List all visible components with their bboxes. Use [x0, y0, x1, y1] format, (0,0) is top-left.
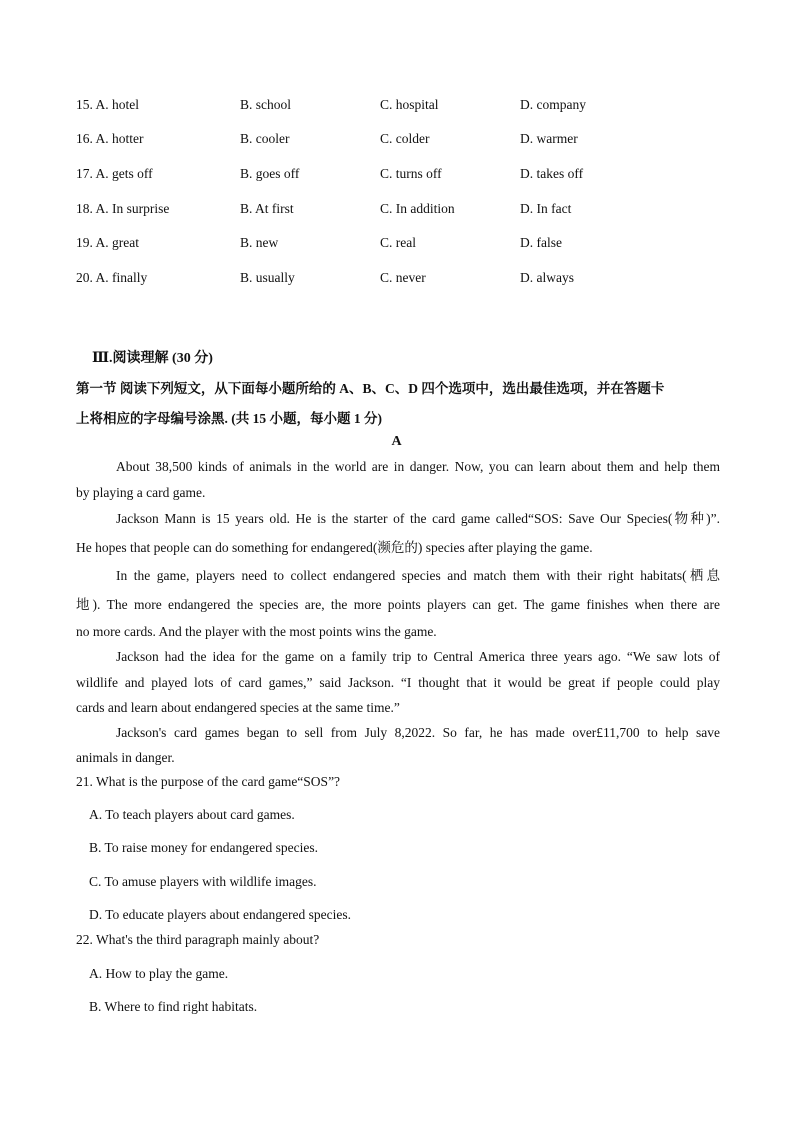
question-option: B. Where to find right habitats.	[89, 999, 258, 1014]
passage-line: He hopes that people can do something for endangered(濒危的) species after playing the game.	[76, 540, 593, 555]
option-d: D. takes off	[520, 166, 584, 181]
question-stem: 22. What's the third paragraph mainly about?	[76, 932, 320, 947]
question-option: D. To educate players about endangered species.	[89, 907, 351, 922]
question-option: A. How to play the game.	[89, 966, 229, 981]
option-a: 18. A. In surprise	[76, 201, 170, 216]
instruction-line-1: 第一节 阅读下列短文，从下面每小题所给的 A、B、C、D 四个选项中，选出最佳选项，并在答题卡	[76, 381, 665, 396]
option-d: D. In fact	[520, 201, 572, 216]
passage-line: Jackson had the idea for the game on a family trip to Central America three years ago. “We saw lots of	[116, 649, 720, 664]
passage-line: About 38,500 kinds of animals in the world are in danger. Now, you can learn about them and help them	[116, 459, 720, 474]
question-option: A. To teach players about card games.	[89, 807, 295, 822]
option-row-20	[76, 270, 736, 290]
option-c: C. never	[380, 270, 426, 285]
option-b: B. At first	[240, 201, 294, 216]
option-row-15	[76, 97, 736, 117]
option-row-18	[76, 201, 736, 221]
section-title: Ⅲ.阅读理解 (30 分)	[92, 351, 213, 366]
option-d: D. false	[520, 235, 562, 250]
option-b: B. cooler	[240, 131, 290, 146]
option-d: D. warmer	[520, 131, 578, 146]
option-a: 20. A. finally	[76, 270, 148, 285]
option-b: B. school	[240, 97, 292, 112]
instruction-line-2: 上将相应的字母编号涂黑. (共 15 小题，每小题 1 分)	[76, 411, 382, 426]
option-a: 19. A. great	[76, 235, 139, 250]
passage-line: by playing a card game.	[76, 485, 206, 500]
option-b: B. new	[240, 235, 279, 250]
passage-line: Jackson Mann is 15 years old. He is the starter of the card game called“SOS: Save Our Species(物种)”.	[116, 511, 720, 526]
option-row-16	[76, 131, 736, 151]
passage-label: A	[391, 434, 402, 449]
question-stem: 21. What is the purpose of the card game“SOS”?	[76, 774, 341, 789]
passage-line: 地). The more endangered the species are, the more points players can get. The game finishes when there are	[76, 597, 720, 612]
option-d: D. company	[520, 97, 586, 112]
option-c: C. colder	[380, 131, 430, 146]
option-c: C. hospital	[380, 97, 439, 112]
option-a: 15. A. hotel	[76, 97, 139, 112]
option-c: C. turns off	[380, 166, 442, 181]
passage-line: wildlife and played lots of card games,” said Jackson. “I thought that it would be great if people could play	[76, 675, 720, 690]
option-b: B. usually	[240, 270, 295, 285]
question-option: B. To raise money for endangered species.	[89, 840, 318, 855]
option-row-19	[76, 235, 736, 255]
passage-line: In the game, players need to collect endangered species and match them with their right habitats(栖息	[116, 568, 720, 583]
option-row-17	[76, 166, 736, 186]
option-a: 17. A. gets off	[76, 166, 153, 181]
passage-line: Jackson's card games began to sell from July 8,2022. So far, he has made over£11,700 to help save	[116, 725, 720, 740]
passage-line: animals in danger.	[76, 750, 175, 765]
option-c: C. real	[380, 235, 416, 250]
option-d: D. always	[520, 270, 574, 285]
option-c: C. In addition	[380, 201, 455, 216]
passage-line: no more cards. And the player with the most points wins the game.	[76, 624, 437, 639]
question-option: C. To amuse players with wildlife images.	[89, 874, 317, 889]
passage-line: cards and learn about endangered species at the same time.”	[76, 700, 400, 715]
option-a: 16. A. hotter	[76, 131, 144, 146]
option-b: B. goes off	[240, 166, 300, 181]
